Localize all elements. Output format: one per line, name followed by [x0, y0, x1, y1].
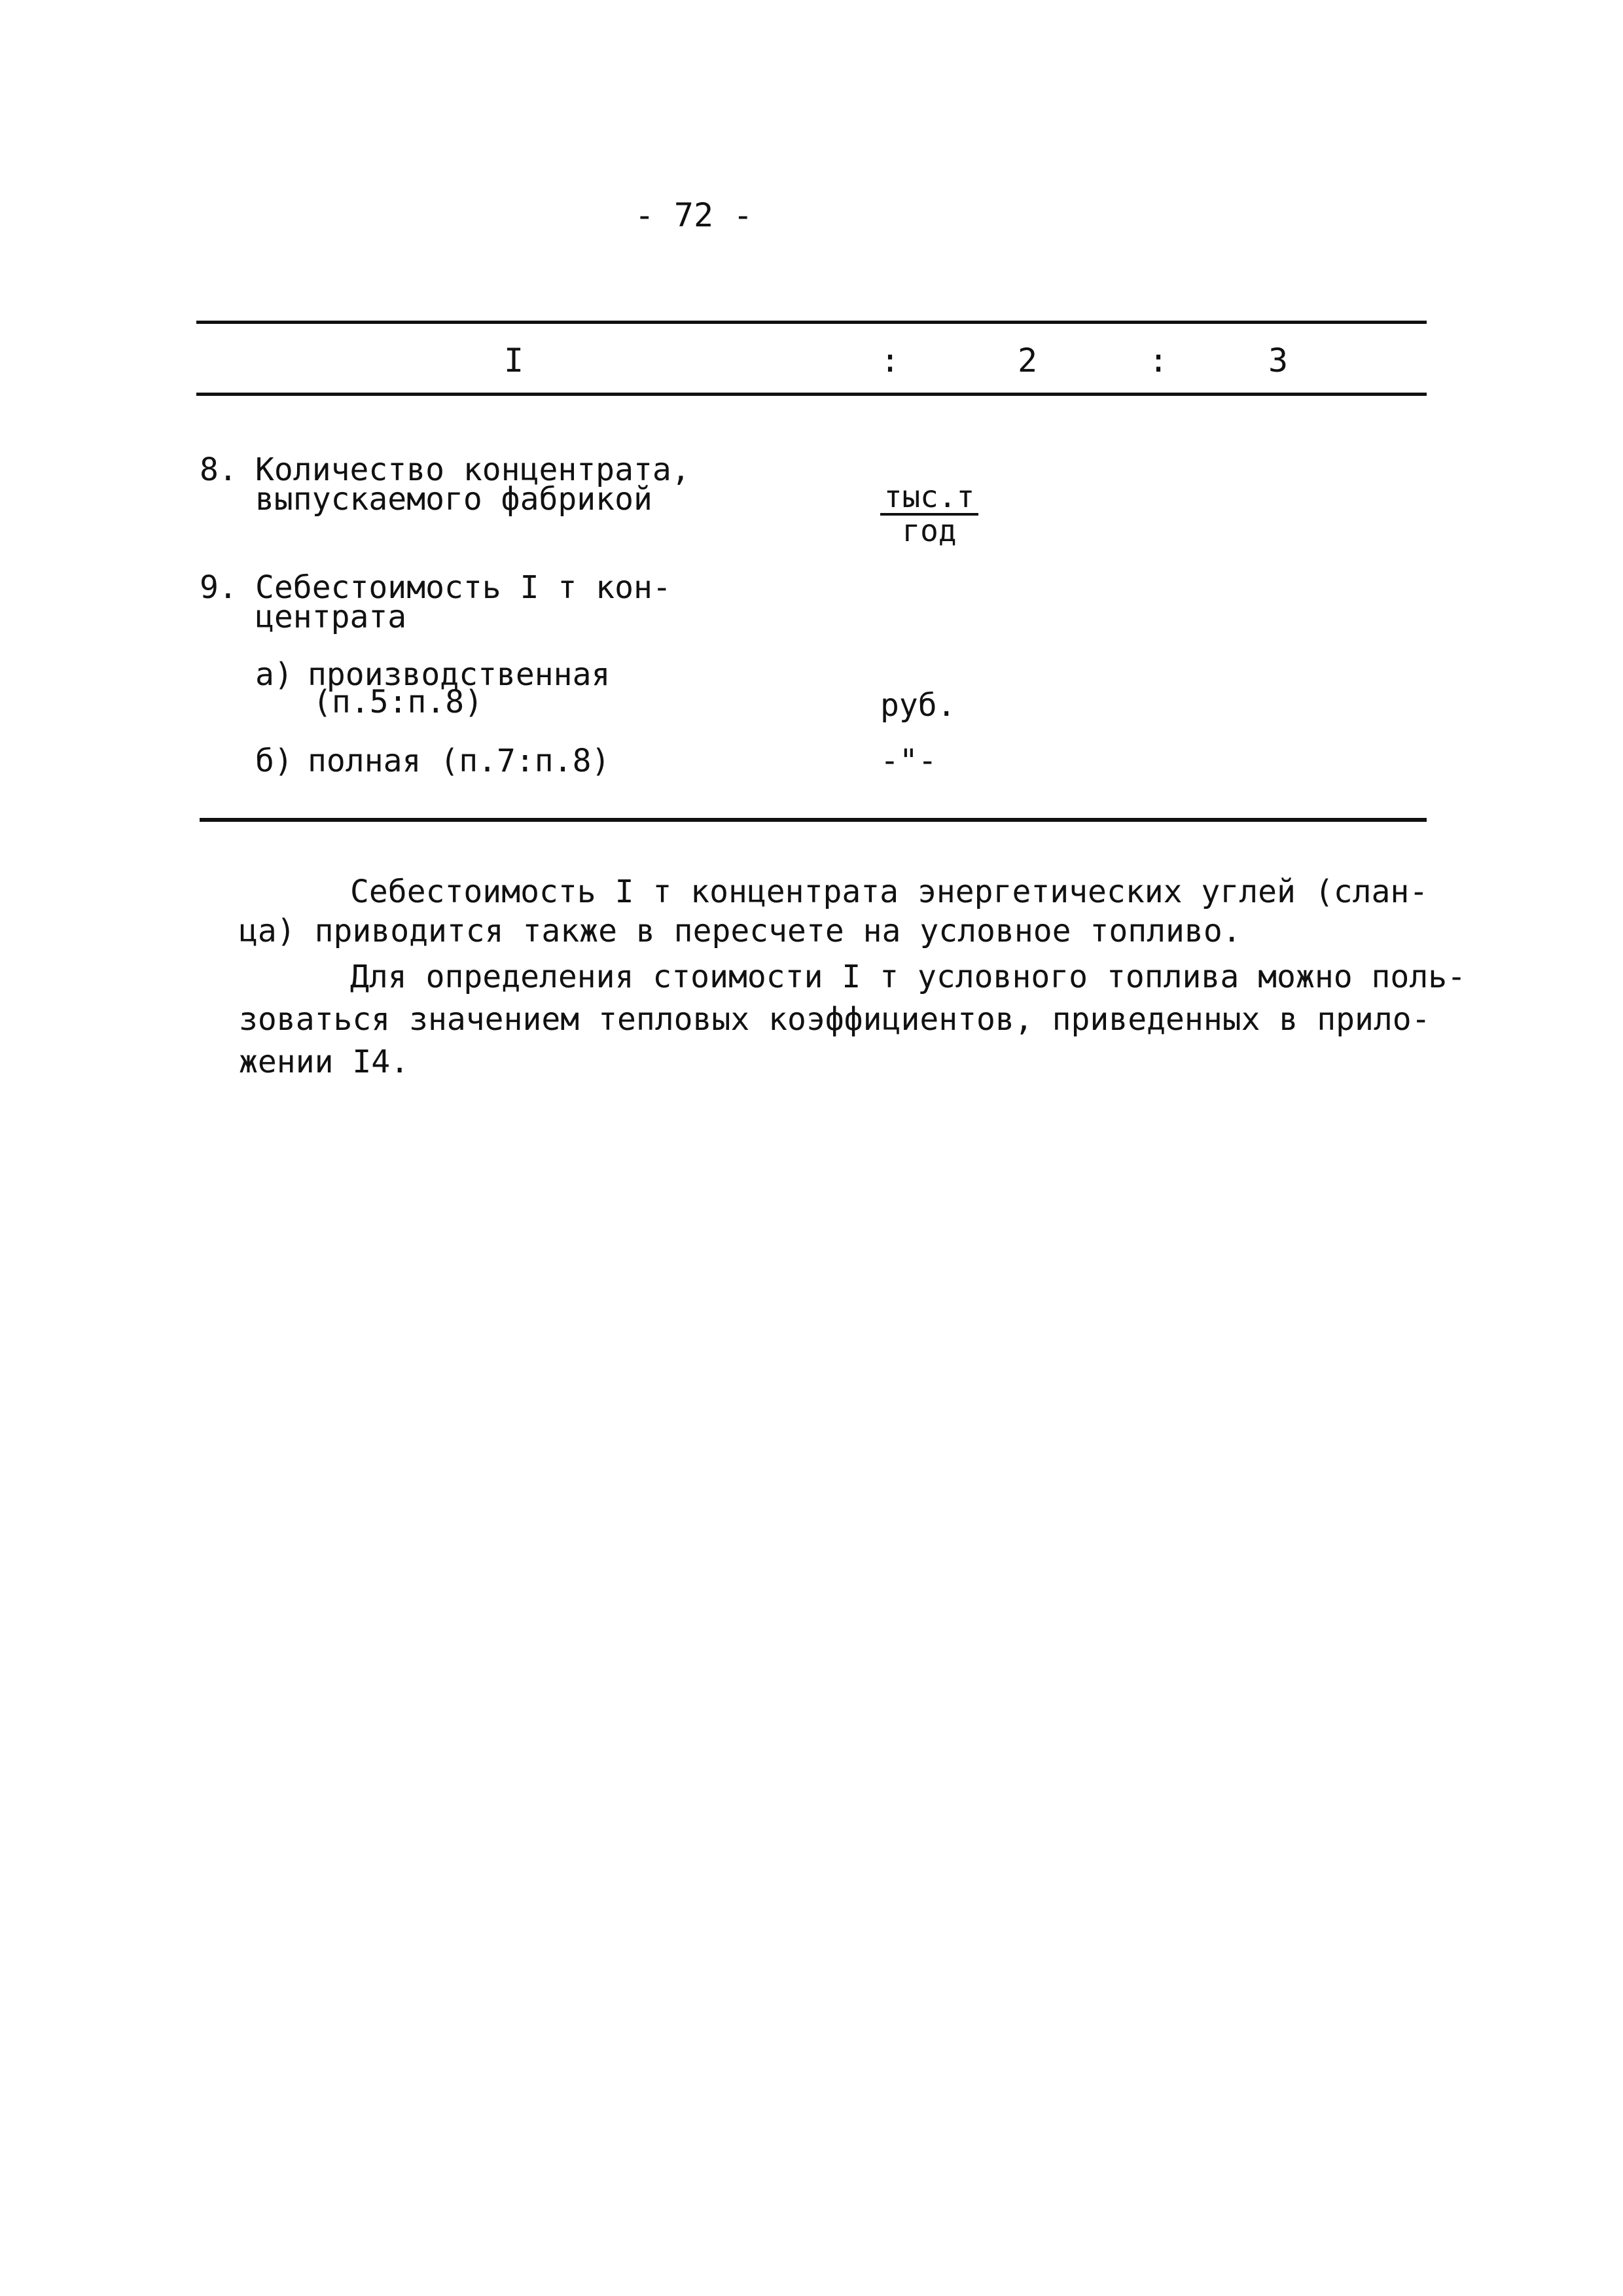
header-separator-1: : [880, 342, 901, 380]
row-9b-unit: -"- [880, 743, 937, 779]
paragraph-1-line-2: ца) приводится также в пересчете на условное топливо. [239, 913, 1241, 949]
paragraph-2-line-1: Для определения стоимости I т условного топлива можно поль- [350, 959, 1467, 995]
paragraph-1-line-1: Себестоимость I т концентрата энергетических углей (слан- [350, 874, 1429, 910]
paragraph-2-line-2: зоваться значением тепловых коэффициентов, приведенных в прило- [239, 1001, 1431, 1038]
row-8-unit [880, 479, 978, 548]
row-9-number: 9. [200, 569, 238, 606]
unit-denominator: год [902, 513, 957, 548]
row-8-number: 8. [200, 451, 238, 488]
row-9a-line-2: (п.5:п.8) [313, 684, 484, 720]
unit-numerator: тыс.т [880, 483, 978, 516]
row-9b-label: б) [255, 743, 293, 779]
row-9-line-1: Себестоимость I т кон- [255, 569, 671, 606]
paragraph-2-line-3: жении I4. [239, 1044, 410, 1080]
header-col-3: 3 [1268, 342, 1289, 380]
header-bottom-rule [196, 393, 1427, 396]
row-8-line-2: выпускаемого фабрикой [255, 481, 652, 518]
table-bottom-rule [200, 818, 1427, 822]
row-9a-line-1: производственная [308, 656, 611, 693]
row-9-line-2: центрата [255, 599, 407, 635]
page-number: - 72 - [634, 196, 753, 234]
table-top-rule [196, 321, 1427, 324]
row-9a-label: а) [255, 656, 293, 693]
row-9a-unit: руб. [880, 687, 956, 724]
row-9b-line-1: полная (п.7:п.8) [308, 743, 611, 779]
row-8-line-1: Количество концентрата, [255, 451, 690, 488]
header-separator-2: : [1149, 342, 1169, 380]
header-col-1: I [504, 342, 524, 380]
header-col-2: 2 [1018, 342, 1038, 380]
